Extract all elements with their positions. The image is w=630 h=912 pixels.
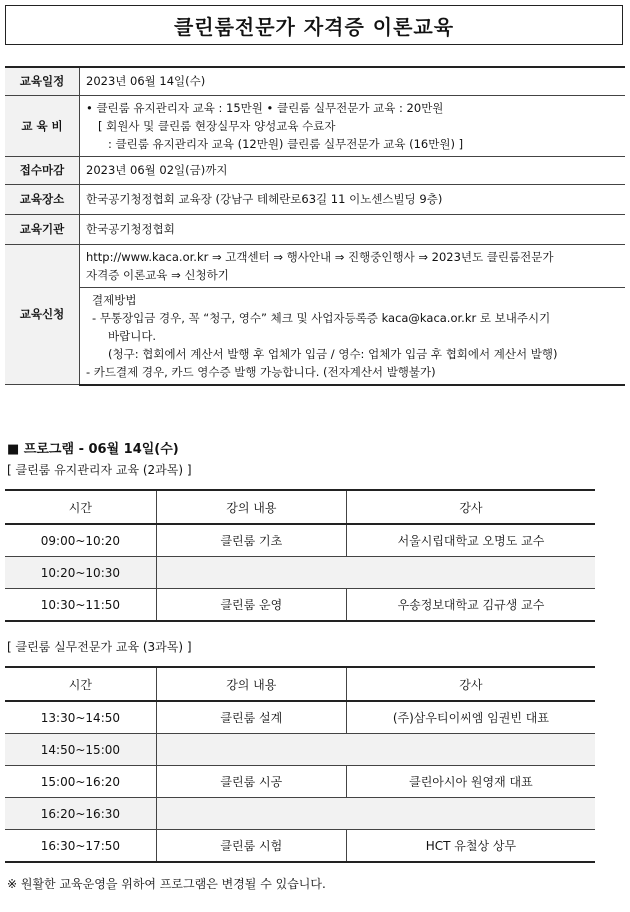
row-lecturer: 클린아시아 원영재 대표: [346, 766, 595, 798]
program-heading: ■ 프로그램 - 06월 14일(수): [7, 442, 179, 457]
info-row-date: [5, 67, 625, 95]
row-lecturer: (주)삼우티이씨엠 임권빈 대표: [346, 701, 595, 734]
row-time: 15:00~16:20: [5, 766, 156, 798]
table-header: [5, 490, 595, 524]
row-content: 클린룸 시공: [156, 766, 346, 798]
header-lecturer: 강사: [346, 667, 595, 701]
course1-table: [5, 489, 595, 622]
table-header: [5, 667, 595, 701]
pay-line-request: 바랍니다.: [108, 328, 157, 343]
deadline-label: 접수마감: [5, 156, 80, 184]
footnote: ※ 원활한 교육운영을 위하여 프로그램은 변경될 수 있습니다.: [7, 877, 326, 891]
table-row-break: [5, 557, 595, 589]
header-content: 강의 내용: [156, 667, 346, 701]
pay-line-bank: - 무통장입금 경우, 꼭 “청구, 영수” 체크 및 사업자등록증 kaca@kaca.or.kr 로 보내주시기: [92, 310, 551, 325]
course2-title: [ 클린룸 실무전문가 교육 (3과목) ]: [7, 640, 192, 654]
deadline-value: 2023년 06월 02일(금)까지: [80, 156, 626, 184]
pay-line-receipt: (청구: 협회에서 계산서 발행 후 업체가 입금 / 영수: 업체가 입금 후 협회에서 계산서 발행): [108, 346, 558, 361]
info-row-fee: [5, 95, 625, 156]
row-time: 09:00~10:20: [5, 524, 156, 557]
table-row-break: [5, 798, 595, 830]
info-row-venue: [5, 184, 625, 214]
row-time: 14:50~15:00: [5, 734, 156, 766]
row-content: 클린룸 설계: [156, 701, 346, 734]
fee-label: 교 육 비: [5, 95, 80, 156]
venue-value: 한국공기청정협회 교육장 (강남구 테헤란로63길 11 이노센스빌딩 9층): [80, 184, 626, 214]
info-row-payment: [5, 287, 625, 385]
apply-link-line-2: 자격증 이론교육 ⇒ 신청하기: [86, 267, 229, 282]
table-row: [5, 589, 595, 622]
apply-link-line[interactable]: http://www.kaca.or.kr ⇒ 고객센터 ⇒ 행사안내 ⇒ 진행중인행사 ⇒ 2023년도 클린룸전문가: [86, 249, 554, 264]
row-content: 클린룸 시험: [156, 830, 346, 863]
row-content: 클린룸 운영: [156, 589, 346, 622]
page-title: 클린룸전문가 자격증 이론교육: [5, 5, 623, 45]
table-row: [5, 524, 595, 557]
info-row-apply: [5, 244, 625, 287]
venue-label: 교육장소: [5, 184, 80, 214]
row-break-cell: [156, 734, 595, 766]
date-label: 교육일정: [5, 67, 80, 95]
course2-table: [5, 666, 595, 863]
header-content: 강의 내용: [156, 490, 346, 524]
row-break-cell: [156, 557, 595, 589]
row-break-cell: [156, 798, 595, 830]
row-lecturer: 서울시립대학교 오명도 교수: [346, 524, 595, 557]
pay-line-card: - 카드결제 경우, 카드 영수증 발행 가능합니다. (전자계산서 발행불가): [86, 364, 436, 379]
date-value: 2023년 06월 14일(수): [80, 67, 626, 95]
header-lecturer: 강사: [346, 490, 595, 524]
row-time: 16:20~16:30: [5, 798, 156, 830]
table-row: [5, 766, 595, 798]
row-time: 13:30~14:50: [5, 701, 156, 734]
org-value: 한국공기청정협회: [80, 214, 626, 244]
table-row: [5, 830, 595, 863]
header-time: 시간: [5, 667, 156, 701]
row-time: 16:30~17:50: [5, 830, 156, 863]
fee-line-2: [ 회원사 및 클린룸 현장실무자 양성교육 수료자: [98, 118, 336, 133]
header-time: 시간: [5, 490, 156, 524]
info-table: [5, 66, 625, 386]
table-row-break: [5, 734, 595, 766]
row-content: 클린룸 기초: [156, 524, 346, 557]
row-time: 10:30~11:50: [5, 589, 156, 622]
pay-title: 결제방법: [92, 292, 137, 307]
org-label: 교육기관: [5, 214, 80, 244]
row-lecturer: 우송정보대학교 김규생 교수: [346, 589, 595, 622]
row-lecturer: HCT 유철상 상무: [346, 830, 595, 863]
info-row-org: [5, 214, 625, 244]
row-time: 10:20~10:30: [5, 557, 156, 589]
fee-line-3: : 클린룸 유지관리자 교육 (12만원) 클린룸 실무전문가 교육 (16만원) ]: [108, 136, 464, 151]
fee-line-1: • 클린룸 유지관리자 교육 : 15만원 • 클린룸 실무전문가 교육 : 20만원: [86, 100, 444, 115]
apply-label: 교육신청: [5, 244, 80, 385]
table-row: [5, 701, 595, 734]
course1-title: [ 클린룸 유지관리자 교육 (2과목) ]: [7, 463, 192, 477]
info-row-deadline: [5, 156, 625, 184]
